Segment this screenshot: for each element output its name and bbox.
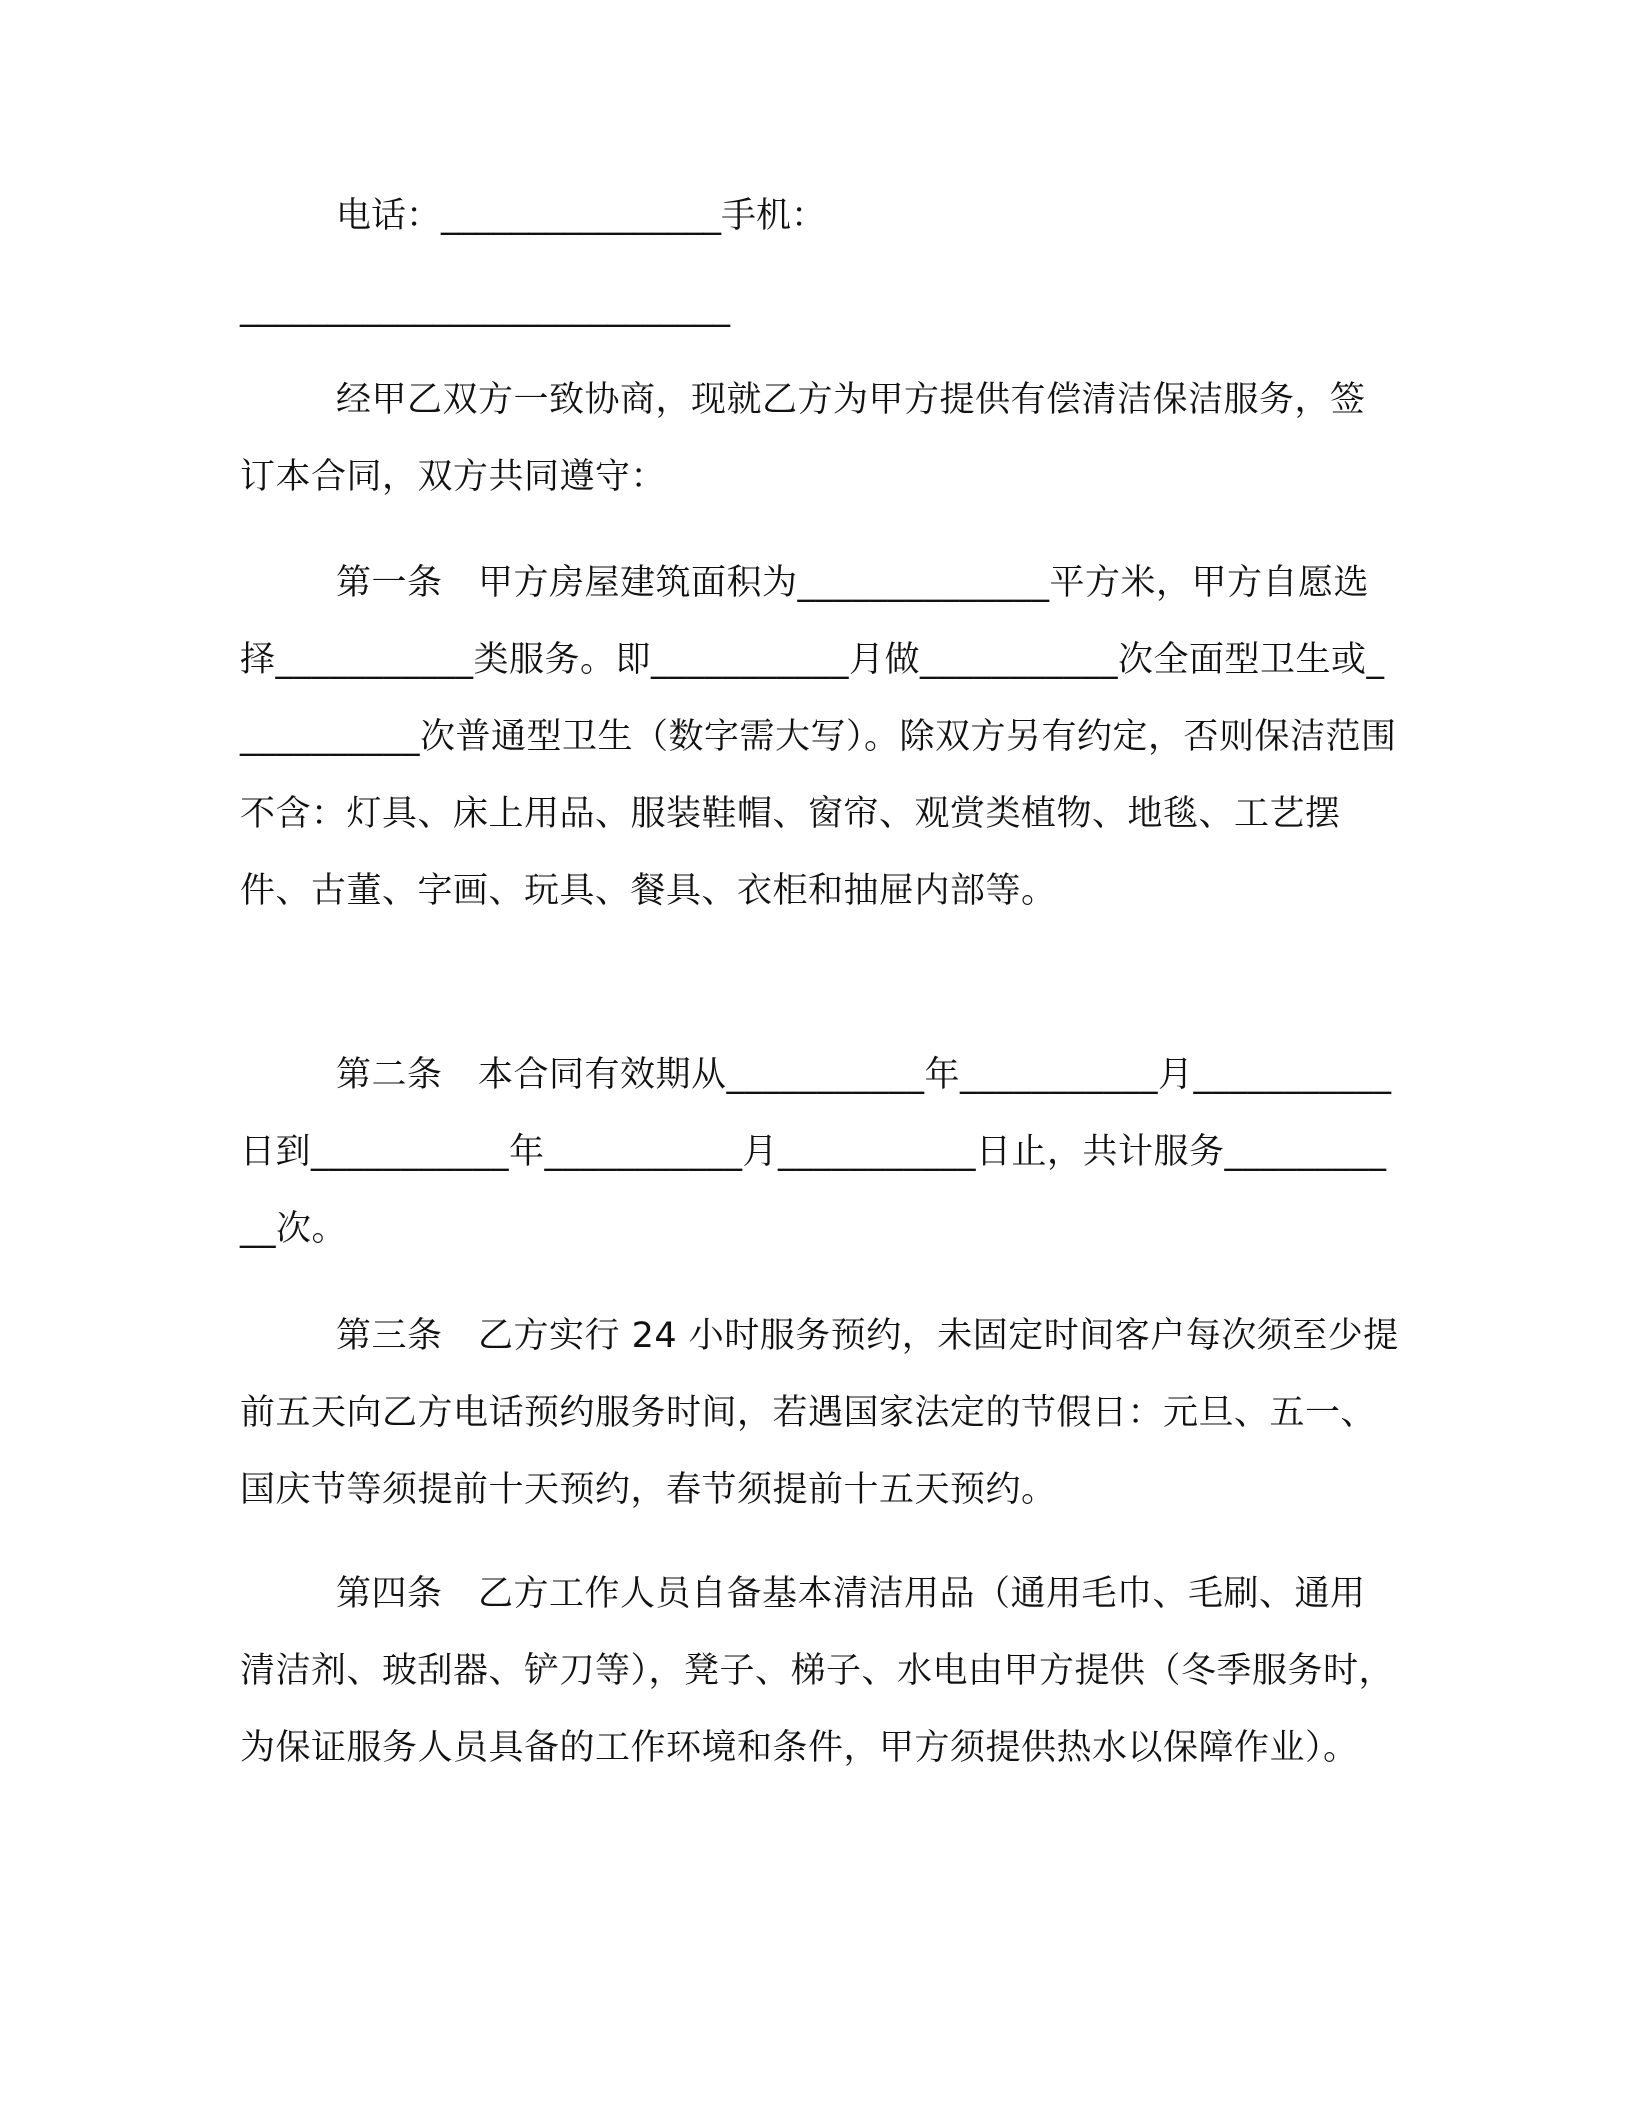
article-3-paragraph: 第三条 乙方实行 24 小时服务预约，未固定时间客户每次须至少提前五天向乙方电话预约服务时间，若遇国家法定的节假日：元旦、五一、国庆节等须提前十天预约，春节须提前十五天预约。 — [240, 1316, 1399, 1510]
article-2-paragraph: 第二条 本合同有效期从___________年___________月___________日到___________年___________月___________日止，共计服务___________次。 — [240, 1055, 1392, 1249]
intro-paragraph: 经甲乙双方一致协商，现就乙方为甲方提供有偿清洁保洁服务，签订本合同，双方共同遵守： — [240, 380, 1366, 497]
article-4-paragraph: 第四条 乙方工作人员自备基本清洁用品（通用毛巾、毛刷、通用清洁剂、玻刮器、铲刀等），凳子、梯子、水电由甲方提供（冬季服务时，为保证服务人员具备的工作环境和条件，甲方须提供热水以保障作业）。 — [240, 1574, 1395, 1768]
article-1-paragraph: 第一条 甲方房屋建筑面积为______________平方米，甲方自愿选择___________类服务。即___________月做___________次全面型卫生或___________次普通型卫生（数字需大写）。除双方另有约定，否则保洁范围不含：灯具、床上用品、服装鞋帽、窗帘、观赏类植物、地毯、工艺摆件、古董、字画、玩具、餐具、衣柜和抽屉内部等。 — [240, 563, 1397, 911]
contact-phone-mobile-line: 电话：________________手机： — [336, 196, 827, 236]
contact-mobile-blank: ____________________________ — [240, 288, 730, 328]
